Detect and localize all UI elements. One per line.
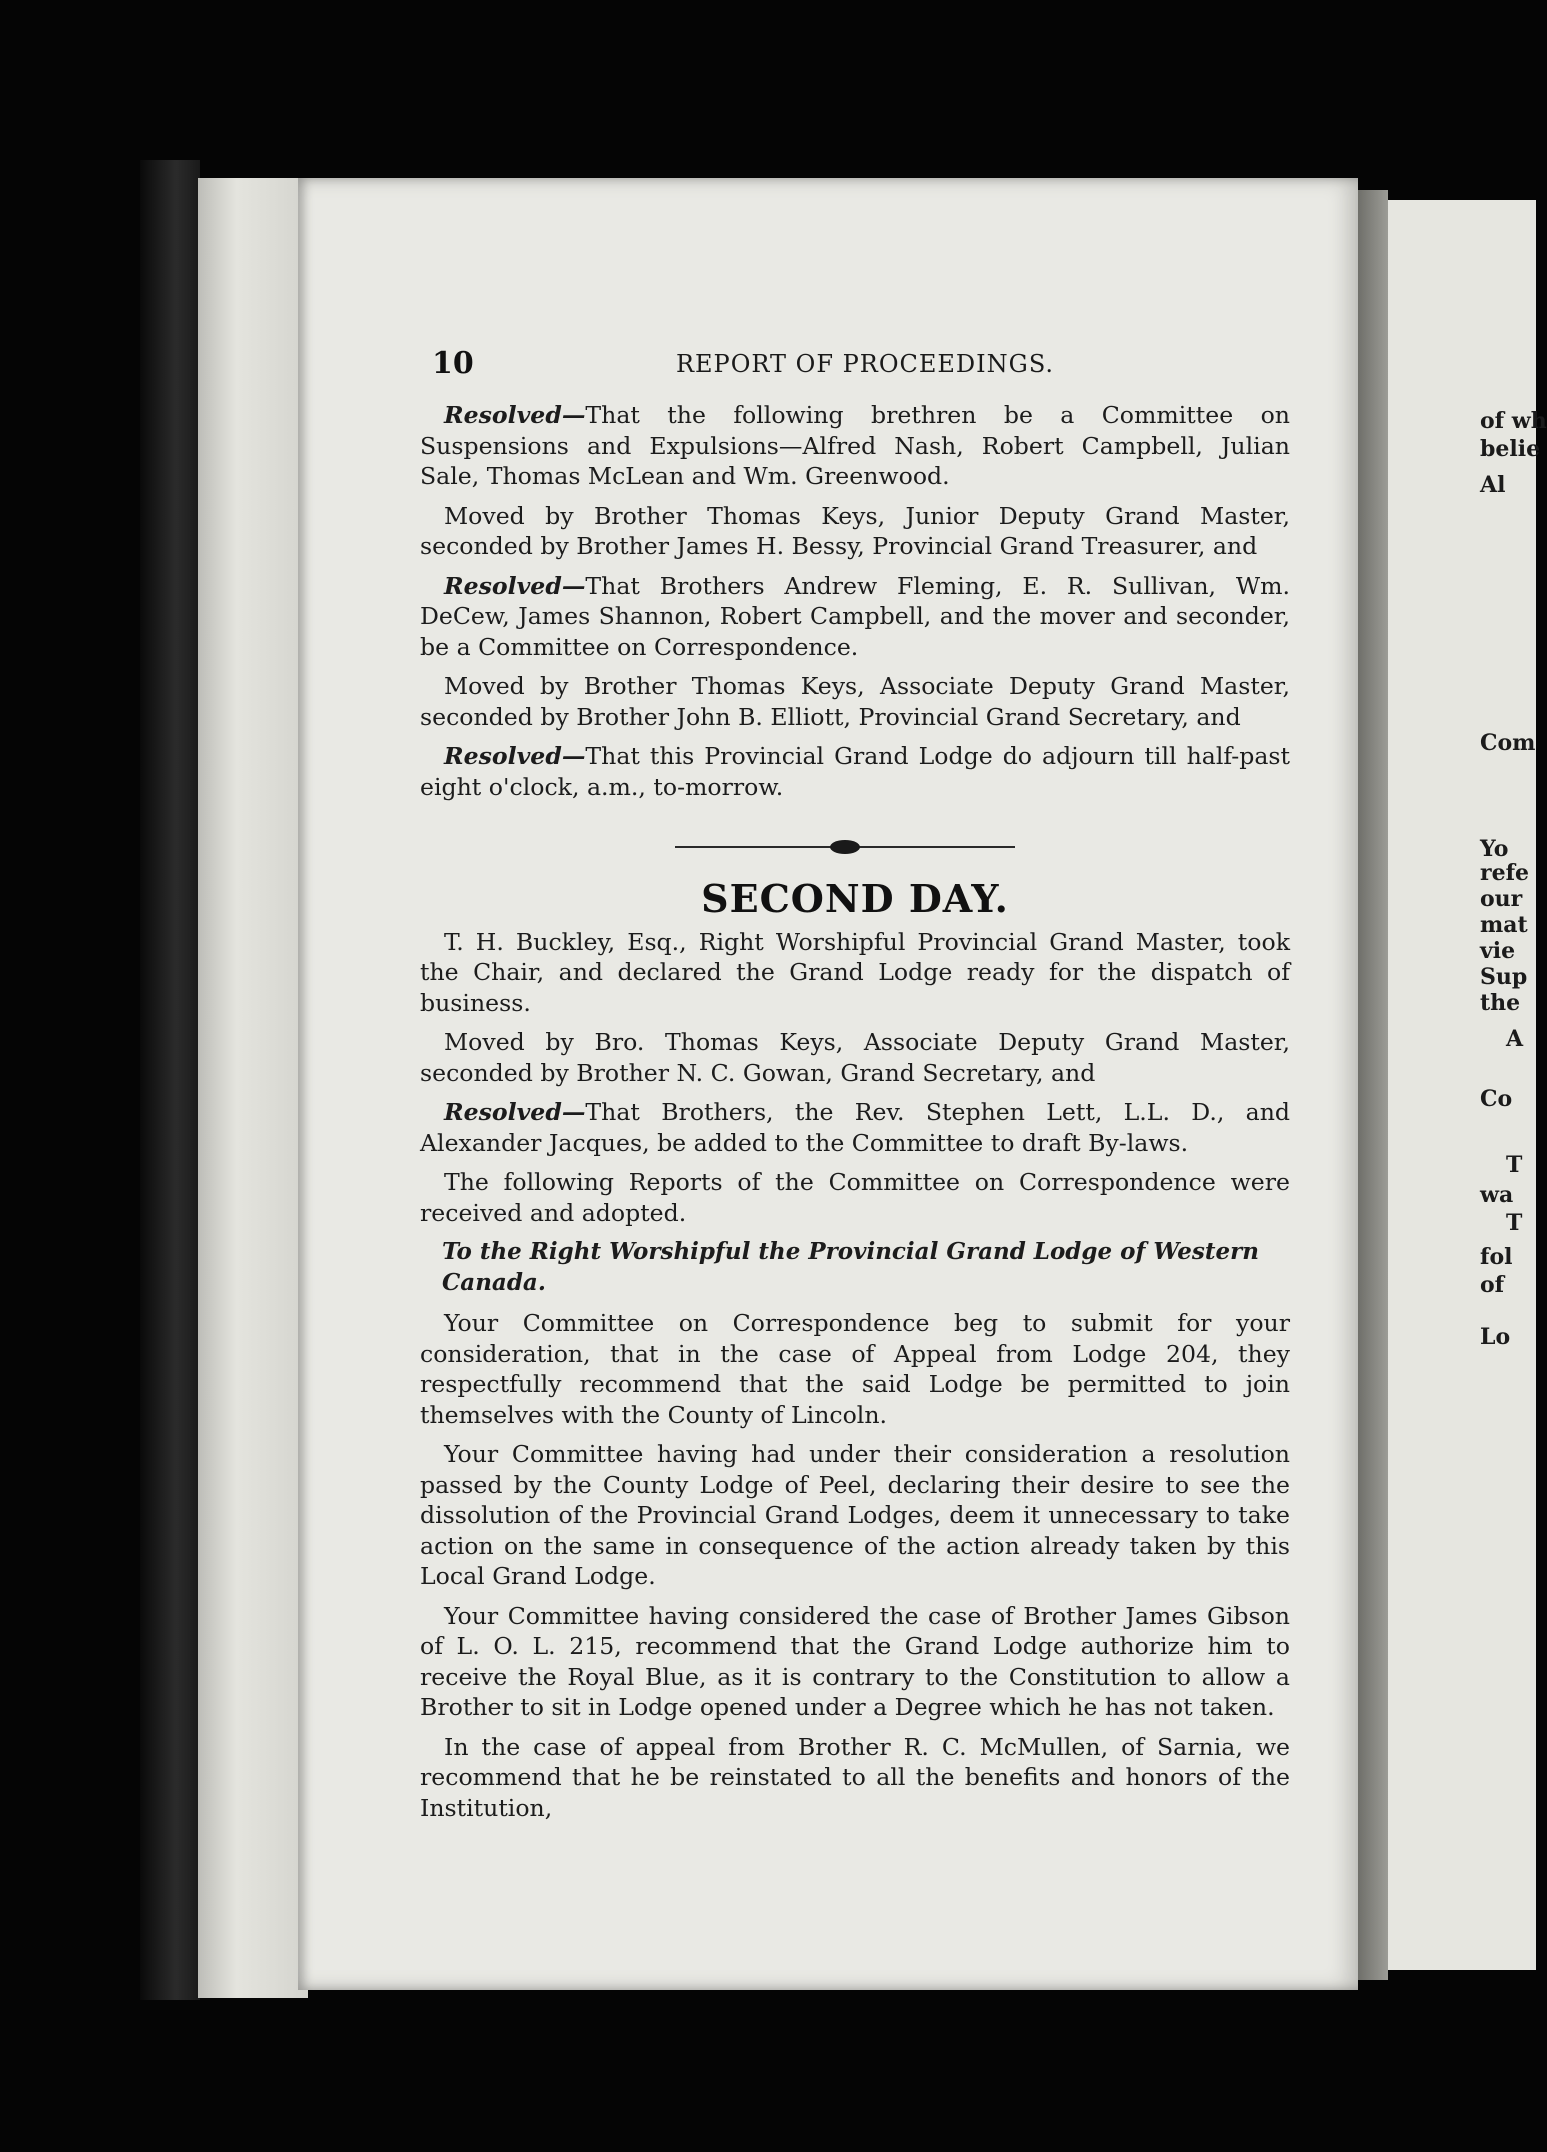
paragraph-text: Your Committee having considered the case of Brother James Gibson of L. O. L. 215, recommend that the Grand Lodge authorize him to receive the Royal Blue, as it is contrary to the Constitution to allow a Brother to sit in Lodge opened under a Degree which he has not taken. <box>420 1601 1290 1721</box>
paragraph <box>420 1308 1290 1430</box>
facing-page-fragment: Yo <box>1480 836 1509 862</box>
paragraph <box>420 571 1290 663</box>
paragraph-lead: Resolved— <box>444 1098 586 1126</box>
ornamental-divider <box>420 832 1290 862</box>
facing-page-fragment: Co <box>1480 1086 1513 1112</box>
book-spine <box>140 160 200 2000</box>
address-line: To the Right Worshipful the Provincial Grand Lodge of Western Canada. <box>442 1238 1259 1296</box>
paragraph-text: Moved by Brother Thomas Keys, Associate Deputy Grand Master, seconded by Brother John B. Elliott, Provincial Grand Secretary, and <box>420 672 1290 731</box>
facing-page-fragment: fol <box>1480 1244 1513 1270</box>
paragraph-text: Moved by Brother Thomas Keys, Junior Deputy Grand Master, seconded by Brother James H. Bessy, Provincial Grand Treasurer, and <box>420 501 1290 560</box>
report-paragraphs <box>420 1308 1290 1823</box>
facing-page <box>1388 200 1547 1970</box>
paragraph-text: That Brothers, the Rev. Stephen Lett, L.L. D., and Alexander Jacques, be added to the Committee to draft By-laws. <box>420 1098 1290 1157</box>
facing-page-fragment: of <box>1480 1272 1505 1298</box>
facing-page-fragment: the <box>1480 990 1521 1016</box>
paragraph-text: That this Provincial Grand Lodge do adjourn till half-past eight o'clock, a.m., to-morrow. <box>420 742 1290 801</box>
paragraph <box>420 1732 1290 1824</box>
paragraph-text: Your Committee having had under their consideration a resolution passed by the County Lodge of Peel, declaring their desire to see the dissolution of the Provincial Grand Lodges, deem it unnecessary to take action on the same in consequence of the action already taken by this Local Grand Lodge. <box>420 1440 1290 1590</box>
paragraph-text: That Brothers Andrew Fleming, E. R. Sullivan, Wm. DeCew, James Shannon, Robert Campbell, and the mover and seconder, be a Committee on Correspondence. <box>420 571 1290 661</box>
section-heading: SECOND DAY. <box>701 876 1009 921</box>
running-head <box>432 346 1298 386</box>
facing-page-fragment: Sup <box>1480 964 1528 990</box>
facing-page-fragment: Com <box>1480 730 1536 756</box>
paragraphs-before <box>420 400 1290 802</box>
paragraph <box>420 400 1290 492</box>
running-title: REPORT OF PROCEEDINGS. <box>675 350 1055 378</box>
page-text <box>420 400 1290 1832</box>
paragraph-text: T. H. Buckley, Esq., Right Worshipful Provincial Grand Master, took the Chair, and declared the Grand Lodge ready for the dispatch of business. <box>420 927 1290 1017</box>
facing-page-fragment: Al <box>1480 472 1506 498</box>
divider-ornament <box>830 840 860 854</box>
facing-page-fragment: our <box>1480 886 1523 912</box>
facing-page-fragment: wa <box>1480 1182 1514 1208</box>
paragraph <box>420 1439 1290 1592</box>
page-number: 10 <box>432 346 474 381</box>
facing-page-fragment: vie <box>1480 938 1516 964</box>
facing-page-fragment: refe <box>1480 860 1530 886</box>
paragraph <box>420 1027 1290 1088</box>
paragraph <box>420 1097 1290 1158</box>
paragraph <box>420 741 1290 802</box>
paragraph <box>420 1601 1290 1723</box>
paragraph <box>420 1167 1290 1228</box>
facing-page-fragment: A <box>1506 1026 1524 1052</box>
paragraph <box>420 927 1290 1019</box>
paragraph-text: In the case of appeal from Brother R. C. McMullen, of Sarnia, we recommend that he be reinstated to all the benefits and honors of the Institution, <box>420 1732 1290 1822</box>
paragraph-text: The following Reports of the Committee on Correspondence were received and adopted. <box>420 1168 1290 1227</box>
paragraph-lead: Resolved— <box>444 742 586 770</box>
facing-page-fragment: T <box>1506 1152 1523 1178</box>
facing-page-fragment: T <box>1506 1210 1523 1236</box>
paragraph-lead: Resolved— <box>444 401 586 429</box>
paragraph-text: That the following brethren be a Committee on Suspensions and Expulsions—Alfred Nash, Robert Campbell, Julian Sale, Thomas McLean and Wm. Greenwood. <box>420 401 1290 490</box>
facing-page-fragment: Lo <box>1480 1324 1511 1350</box>
paragraph-text: Your Committee on Correspondence beg to submit for your consideration, that in the case of Appeal from Lodge 204, they respectfully recommend that the said Lodge be permitted to join themselves with the County of Lincoln. <box>420 1309 1290 1429</box>
left-page <box>298 178 1358 1990</box>
paragraph <box>420 671 1290 732</box>
page-edge-stack <box>198 178 308 1998</box>
gutter-shadow <box>1358 190 1388 1980</box>
facing-page-fragment: of wh <box>1480 408 1547 434</box>
paragraph-lead: Resolved— <box>444 571 586 600</box>
facing-page-fragment: belie <box>1480 436 1541 462</box>
paragraph-text: Moved by Bro. Thomas Keys, Associate Deputy Grand Master, seconded by Brother N. C. Gowan, Grand Secretary, and <box>420 1028 1290 1087</box>
paragraph <box>420 501 1290 562</box>
paragraphs-after <box>420 927 1290 1229</box>
facing-page-fragment: mat <box>1480 912 1528 938</box>
